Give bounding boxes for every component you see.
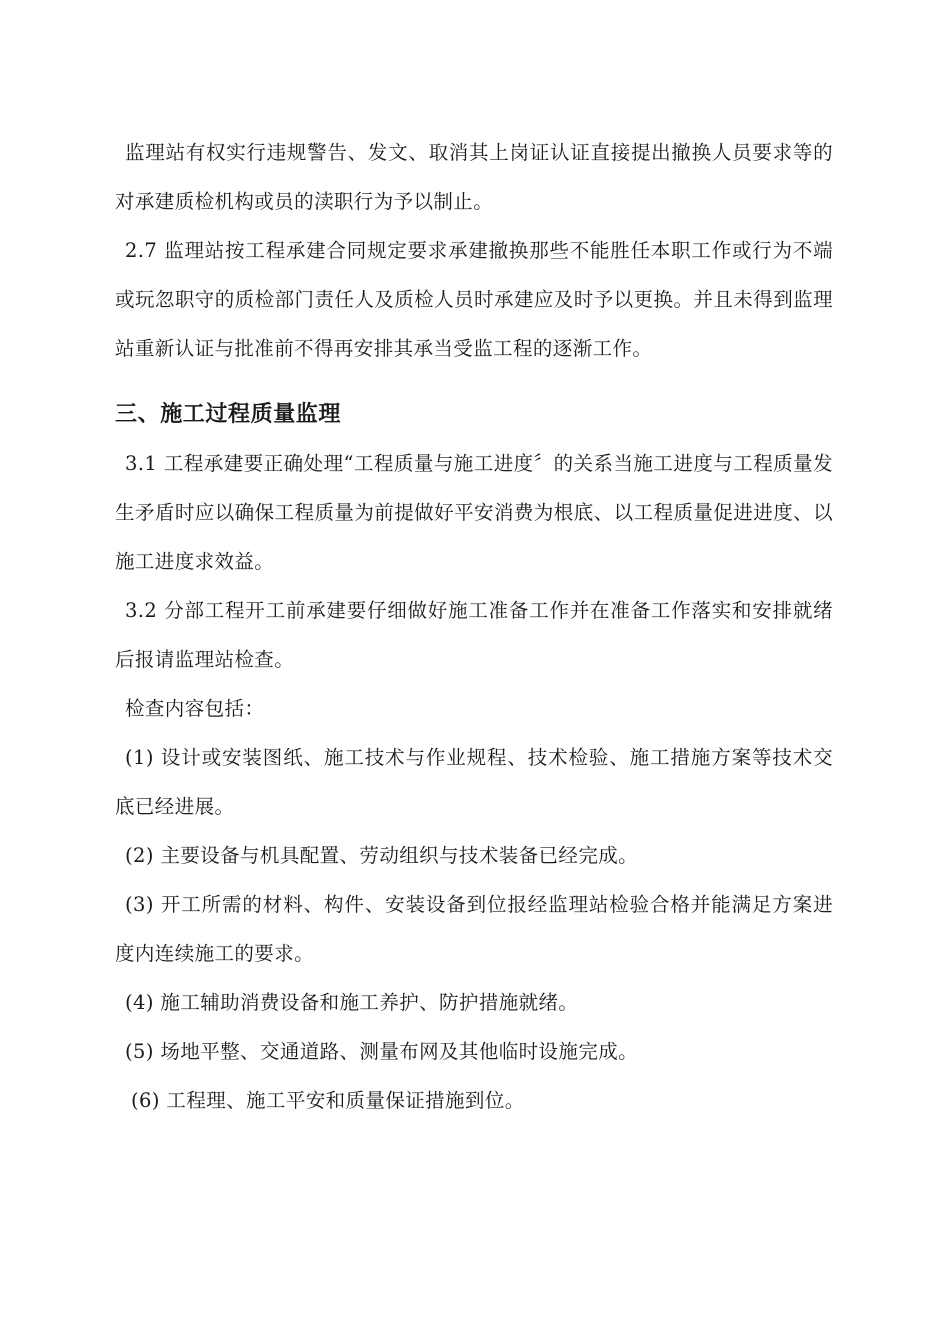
section-heading: 三、施工过程质量监理 (115, 401, 342, 427)
list-item-4: (4) 施工辅助消费设备和施工养护、防护措施就绪。 (125, 991, 579, 1014)
list-item-2: (2) 主要设备与机具配置、劳动组织与技术装备已经完成。 (125, 844, 639, 867)
document-page (115, 128, 833, 1125)
list-item-5: (5) 场地平整、交通道路、测量布网及其他临时设施完成。 (125, 1040, 639, 1063)
paragraph-3-1: 3.1 工程承建要正确处理“工程质量与施工进度〞的关系当施工进度与工程质量发生矛盾时应以确保工程质量为前提做好平安消费为根底、以工程质量促进进度、以施工进度求效益。 (115, 452, 833, 573)
list-item-6: (6) 工程理、施工平安和质量保证措施到位。 (131, 1089, 525, 1112)
paragraph-check-intro: 检查内容包括： (125, 697, 265, 720)
paragraph-3-2: 3.2 分部工程开工前承建要仔细做好施工准备工作并在准备工作落实和安排就绪后报请监理站检查。 (115, 599, 833, 671)
paragraph-2-7: 2.7 监理站按工程承建合同规定要求承建撤换那些不能胜任本职工作或行为不端或玩忽职守的质检部门责任人及质检人员时承建应及时予以更换。并且未得到监理站重新认证与批准前不得再安排其承当受监工程的逐渐工作。 (115, 239, 833, 360)
paragraph-supervision-rights: 监理站有权实行违规警告、发文、取消其上岗证认证直接提出撤换人员要求等的对承建质检机构或员的渎职行为予以制止。 (115, 141, 833, 213)
list-item-3: (3) 开工所需的材料、构件、安装设备到位报经监理站检验合格并能满足方案进度内连续施工的要求。 (115, 893, 833, 965)
list-item-1: (1) 设计或安装图纸、施工技术与作业规程、技术检验、施工措施方案等技术交底已经进展。 (115, 746, 833, 818)
